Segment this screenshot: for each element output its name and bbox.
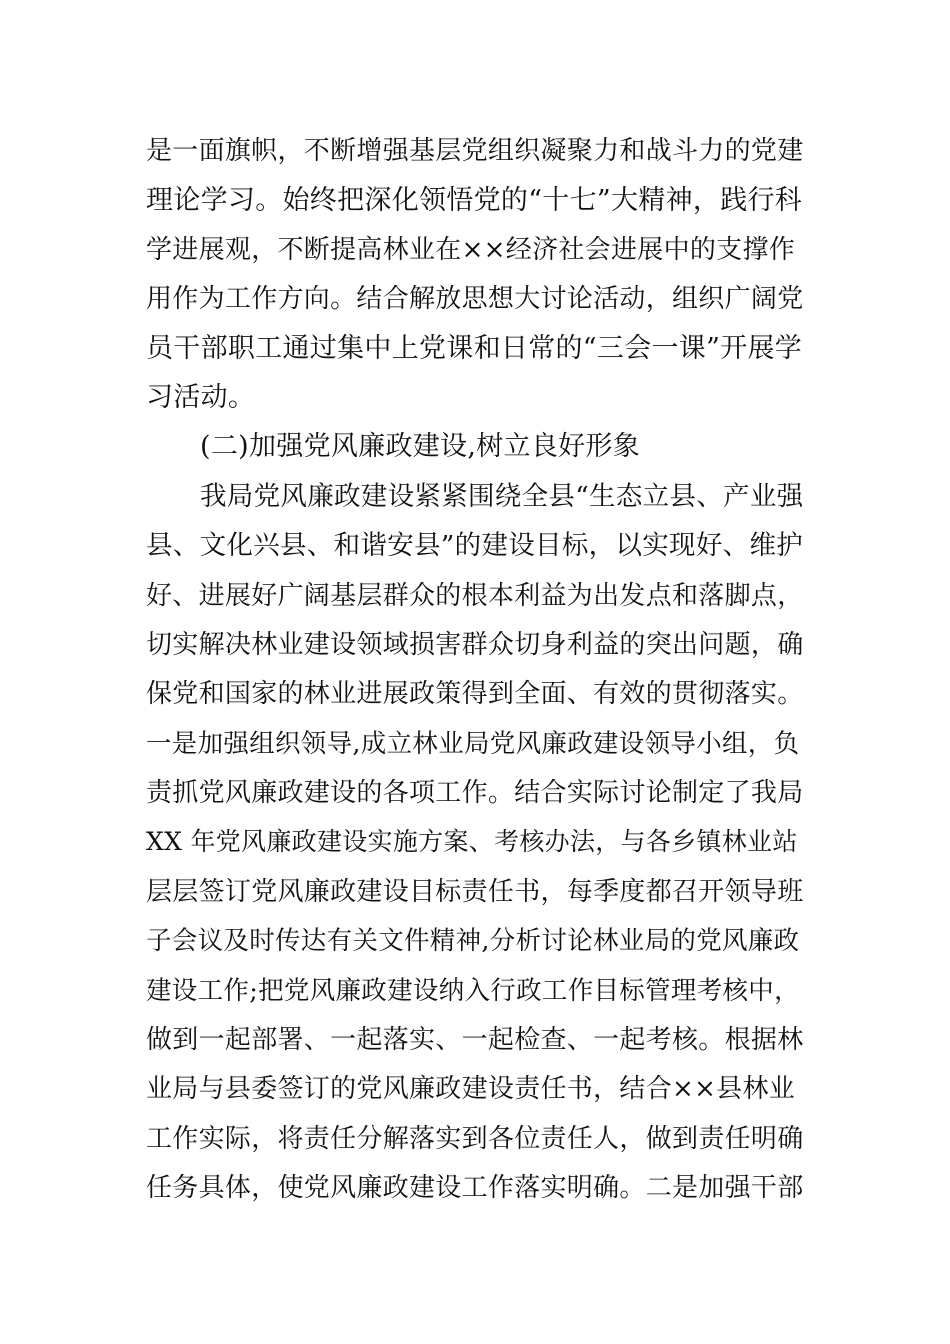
- text-line-16: 层层签订党风廉政建设目标责任书，每季度都召开领导班: [146, 877, 804, 907]
- text-line-2: 理论学习。始终把深化领悟党的“十七”大精神，践行科: [146, 185, 803, 216]
- text-line-14: 责抓党风廉政建设的各项工作。结合实际讨论制定了我局: [146, 778, 804, 808]
- text-line-15: XX 年党风廉政建设实施方案、考核办法，与各乡镇林业站: [146, 827, 798, 856]
- text-line-20: 业局与县委签订的党风廉政建设责任书，结合××县林业: [146, 1074, 796, 1104]
- section-heading: (二)加强党风廉政建设,树立良好形象: [200, 431, 641, 462]
- text-line-12: 保党和国家的林业进展政策得到全面、有效的贯彻落实。: [146, 679, 804, 709]
- text-line-13: 一是加强组织领导,成立林业局党风廉政建设领导小组，负: [146, 729, 800, 759]
- text-line-8: 我局党风廉政建设紧紧围绕全县“生态立县、产业强: [200, 481, 804, 512]
- text-line-18: 建设工作;把党风廉政建设纳入行政工作目标管理考核中，: [146, 976, 800, 1006]
- text-line-4: 用作为工作方向。结合解放思想大讨论活动，组织广阔党: [146, 284, 804, 314]
- text-line-9: 县、文化兴县、和谐安县”的建设目标，以实现好、维护: [146, 530, 804, 561]
- text-line-22: 任务具体，使党风廉政建设工作落实明确。二是加强干部: [146, 1173, 804, 1203]
- text-line-1: 是一面旗帜，不断增强基层党组织凝聚力和战斗力的党建: [146, 136, 804, 166]
- text-line-19: 做到一起部署、一起落实、一起检查、一起考核。根据林: [146, 1025, 804, 1055]
- text-line-10: 好、进展好广阔基层群众的根本利益为出发点和落脚点，: [146, 581, 804, 611]
- text-line-17: 子会议及时传达有关文件精神,分析讨论林业局的党风廉政: [146, 926, 800, 956]
- text-line-3: 学进展观，不断提高林业在××经济社会进展中的支撑作: [146, 235, 796, 265]
- text-line-5: 员干部职工通过集中上党课和日常的“三会一课”开展学: [146, 333, 803, 364]
- text-line-11: 切实解决林业建设领域损害群众切身利益的突出问题，确: [146, 630, 804, 660]
- text-line-6: 习活动。: [146, 382, 256, 413]
- text-line-21: 工作实际，将责任分解落实到各位责任人，做到责任明确: [146, 1124, 804, 1154]
